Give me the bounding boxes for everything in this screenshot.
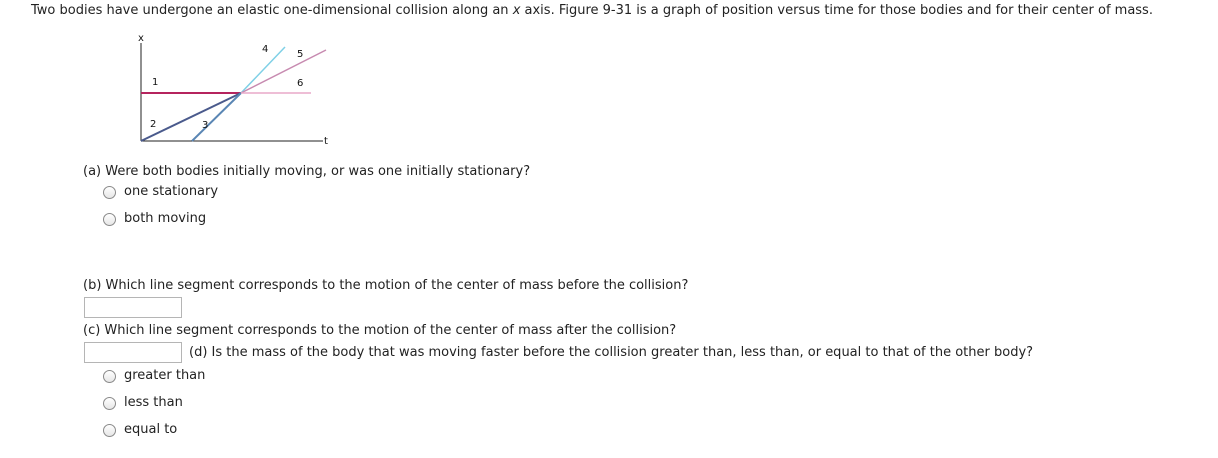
- segment-label-5: 5: [297, 49, 304, 60]
- x-axis-label: t: [324, 136, 328, 147]
- position-time-graph: [130, 30, 340, 150]
- option-equal-to-label: equal to: [124, 422, 178, 437]
- answer-b-input[interactable]: [84, 297, 182, 318]
- segment-label-2: 2: [150, 119, 157, 130]
- intro-variable: x: [512, 3, 521, 18]
- question-b: (b) Which line segment corresponds to the motion of the center of mass before the collision?: [83, 278, 689, 293]
- intro-text-after: axis. Figure 9-31 is a graph of position versus time for those bodies and for their center of mass.: [520, 3, 1153, 18]
- intro-text-before: Two bodies have undergone an elastic one-dimensional collision along an: [31, 3, 513, 18]
- segment-label-4: 4: [262, 44, 269, 55]
- option-one-stationary-label: one stationary: [124, 184, 219, 199]
- question-a: (a) Were both bodies initially moving, or was one initially stationary?: [83, 164, 531, 179]
- answer-c-input[interactable]: [84, 342, 182, 363]
- question-c: (c) Which line segment corresponds to the motion of the center of mass after the collision?: [83, 323, 677, 338]
- option-both-moving-label: both moving: [124, 211, 207, 226]
- option-less-than-label: less than: [124, 395, 183, 410]
- segment-3-line: [192, 93, 241, 141]
- segment-label-6: 6: [297, 78, 304, 89]
- question-d: (d) Is the mass of the body that was moving faster before the collision greater than, less than, or equal to that of the other body?: [189, 345, 1034, 360]
- segment-label-3: 3: [202, 120, 209, 131]
- radio-greater-than[interactable]: [103, 370, 116, 383]
- segment-5-line: [241, 50, 326, 93]
- problem-statement: [31, 3, 1153, 18]
- radio-equal-to[interactable]: [103, 424, 116, 437]
- segment-label-1: 1: [152, 77, 159, 88]
- y-axis-label: x: [138, 33, 144, 44]
- radio-one-stationary[interactable]: [103, 186, 116, 199]
- segment-2-line: [141, 93, 241, 141]
- radio-both-moving[interactable]: [103, 213, 116, 226]
- option-greater-than-label: greater than: [124, 368, 206, 383]
- radio-less-than[interactable]: [103, 397, 116, 410]
